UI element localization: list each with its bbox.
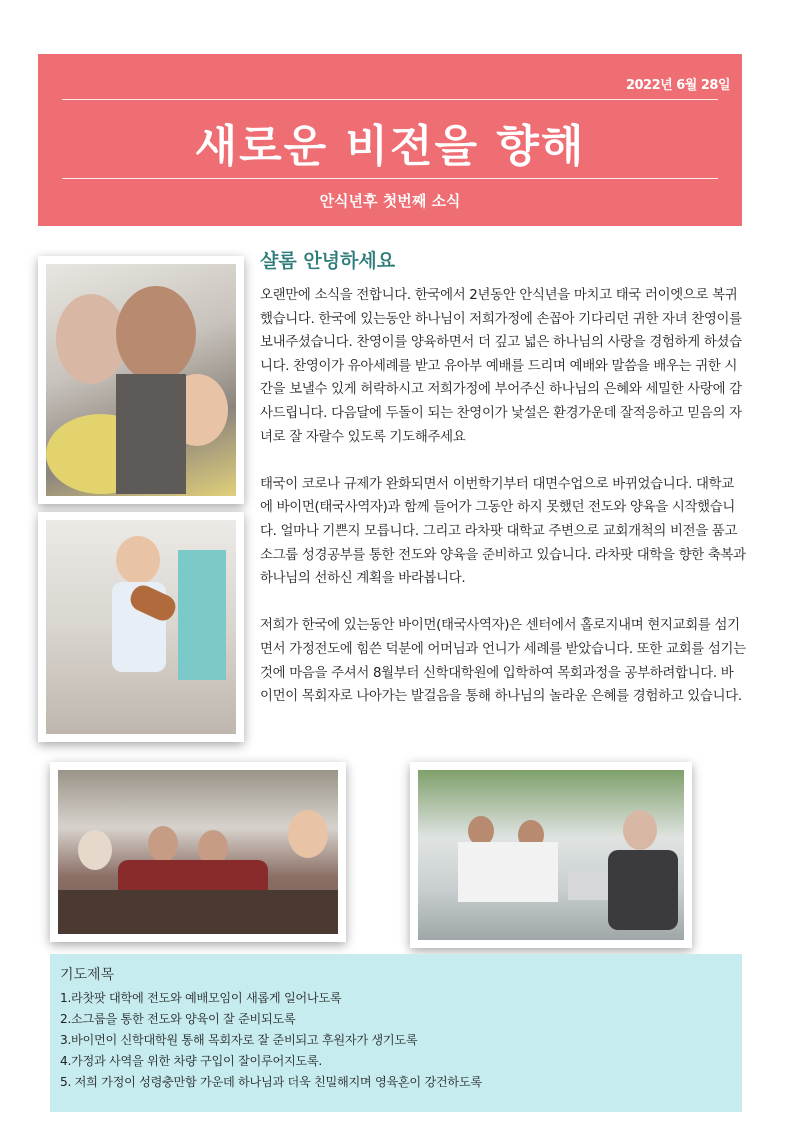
prayer-requests-title: 기도제목 xyxy=(60,967,115,983)
header-divider-top xyxy=(62,99,718,100)
newsletter-header xyxy=(38,54,742,226)
prayer-item: 3.바이먼이 신학대학원 통해 목회자로 잘 준비되고 후원자가 생기도록 xyxy=(60,1033,418,1047)
prayer-item: 4.가정과 사역을 위한 차량 구입이 잘이루어지도록. xyxy=(60,1054,322,1068)
paragraph-family-news: 오랜만에 소식을 전합니다. 한국에서 2년동안 안식년을 마치고 태국 러이엣으로 복귀했습니다. 한국에 있는동안 하나님이 저희가정에 손꼽아 기다리던 귀한 자녀 찬영이를 보내주셨습니다. 찬영이를 양육하면서 더 깊고 넓은 하나님의 사랑을 경험하게 하셨습니다. 찬영이가 유아세례를 받고 유아부 예배를 드리며 예배와 말씀을 배우는 귀한 시간을 보낼수 있게 허락하시고 저희가정에 부어주신 하나님의 은혜와 세밀한 사랑에 감사드립니다. 다음달에 두돌이 되는 찬영이가 낯설은 환경가운데 잘적응하고 믿음의 자녀로 잘 자랄수 있도록 기도해주세요 xyxy=(260,288,742,445)
prayer-item: 2.소그룹을 통한 전도와 양육이 잘 준비되도록 xyxy=(60,1012,296,1026)
greeting-heading: 샬롬 안녕하세요 xyxy=(260,250,396,272)
group-students-photo xyxy=(50,762,346,942)
family-selfie-photo xyxy=(38,256,244,504)
header-divider-middle xyxy=(62,178,718,179)
newsletter-date: 2022년 6월 28일 xyxy=(625,78,730,93)
child-ukulele-photo xyxy=(38,512,244,742)
newsletter-title: 새로운 비전을 향해 xyxy=(194,121,586,172)
group-outdoor-photo xyxy=(410,762,692,948)
prayer-item: 5. 저희 가정이 성령충만함 가운데 하나님과 더욱 친밀해지며 영육혼이 강건하도록 xyxy=(60,1075,482,1089)
paragraph-campus-ministry: 태국이 코로나 규제가 완화되면서 이번학기부터 대면수업으로 바뀌었습니다. 대학교에 바이먼(태국사역자)과 함께 들어가 그동안 하지 못했던 전도와 양육을 시작했습니다. 얼마나 기쁜지 모릅니다. 그리고 라차팟 대학교 주변으로 교회개척의 비전을 품고 소그룹 성경공부를 통한 전도와 양육을 준비하고 있습니다. 라차팟 대학을 향한 축복과 하나님의 선하신 계획을 바라봅니다. xyxy=(260,476,746,587)
newsletter-subtitle: 안식년후 첫번째 소식 xyxy=(319,192,461,210)
prayer-requests-box xyxy=(50,954,742,1112)
paragraph-coworker-news: 저희가 한국에 있는동안 바이먼(태국사역자)은 센터에서 홀로지내며 현지교회를 섬기면서 가정전도에 힘쓴 덕분에 어머님과 언니가 세례를 받았습니다. 또한 교회를 섬기는 것에 마음을 주셔서 8월부터 신학대학원에 입학하여 목회과정을 공부하려합니다. 바이먼이 목회자로 나아가는 발걸음을 통해 하나님의 놀라운 은혜를 경험하고 있습니다. xyxy=(260,618,746,705)
newsletter-body xyxy=(260,284,746,732)
prayer-item: 1.라찻팟 대학에 전도와 예배모임이 새롭게 일어나도록 xyxy=(60,991,342,1005)
